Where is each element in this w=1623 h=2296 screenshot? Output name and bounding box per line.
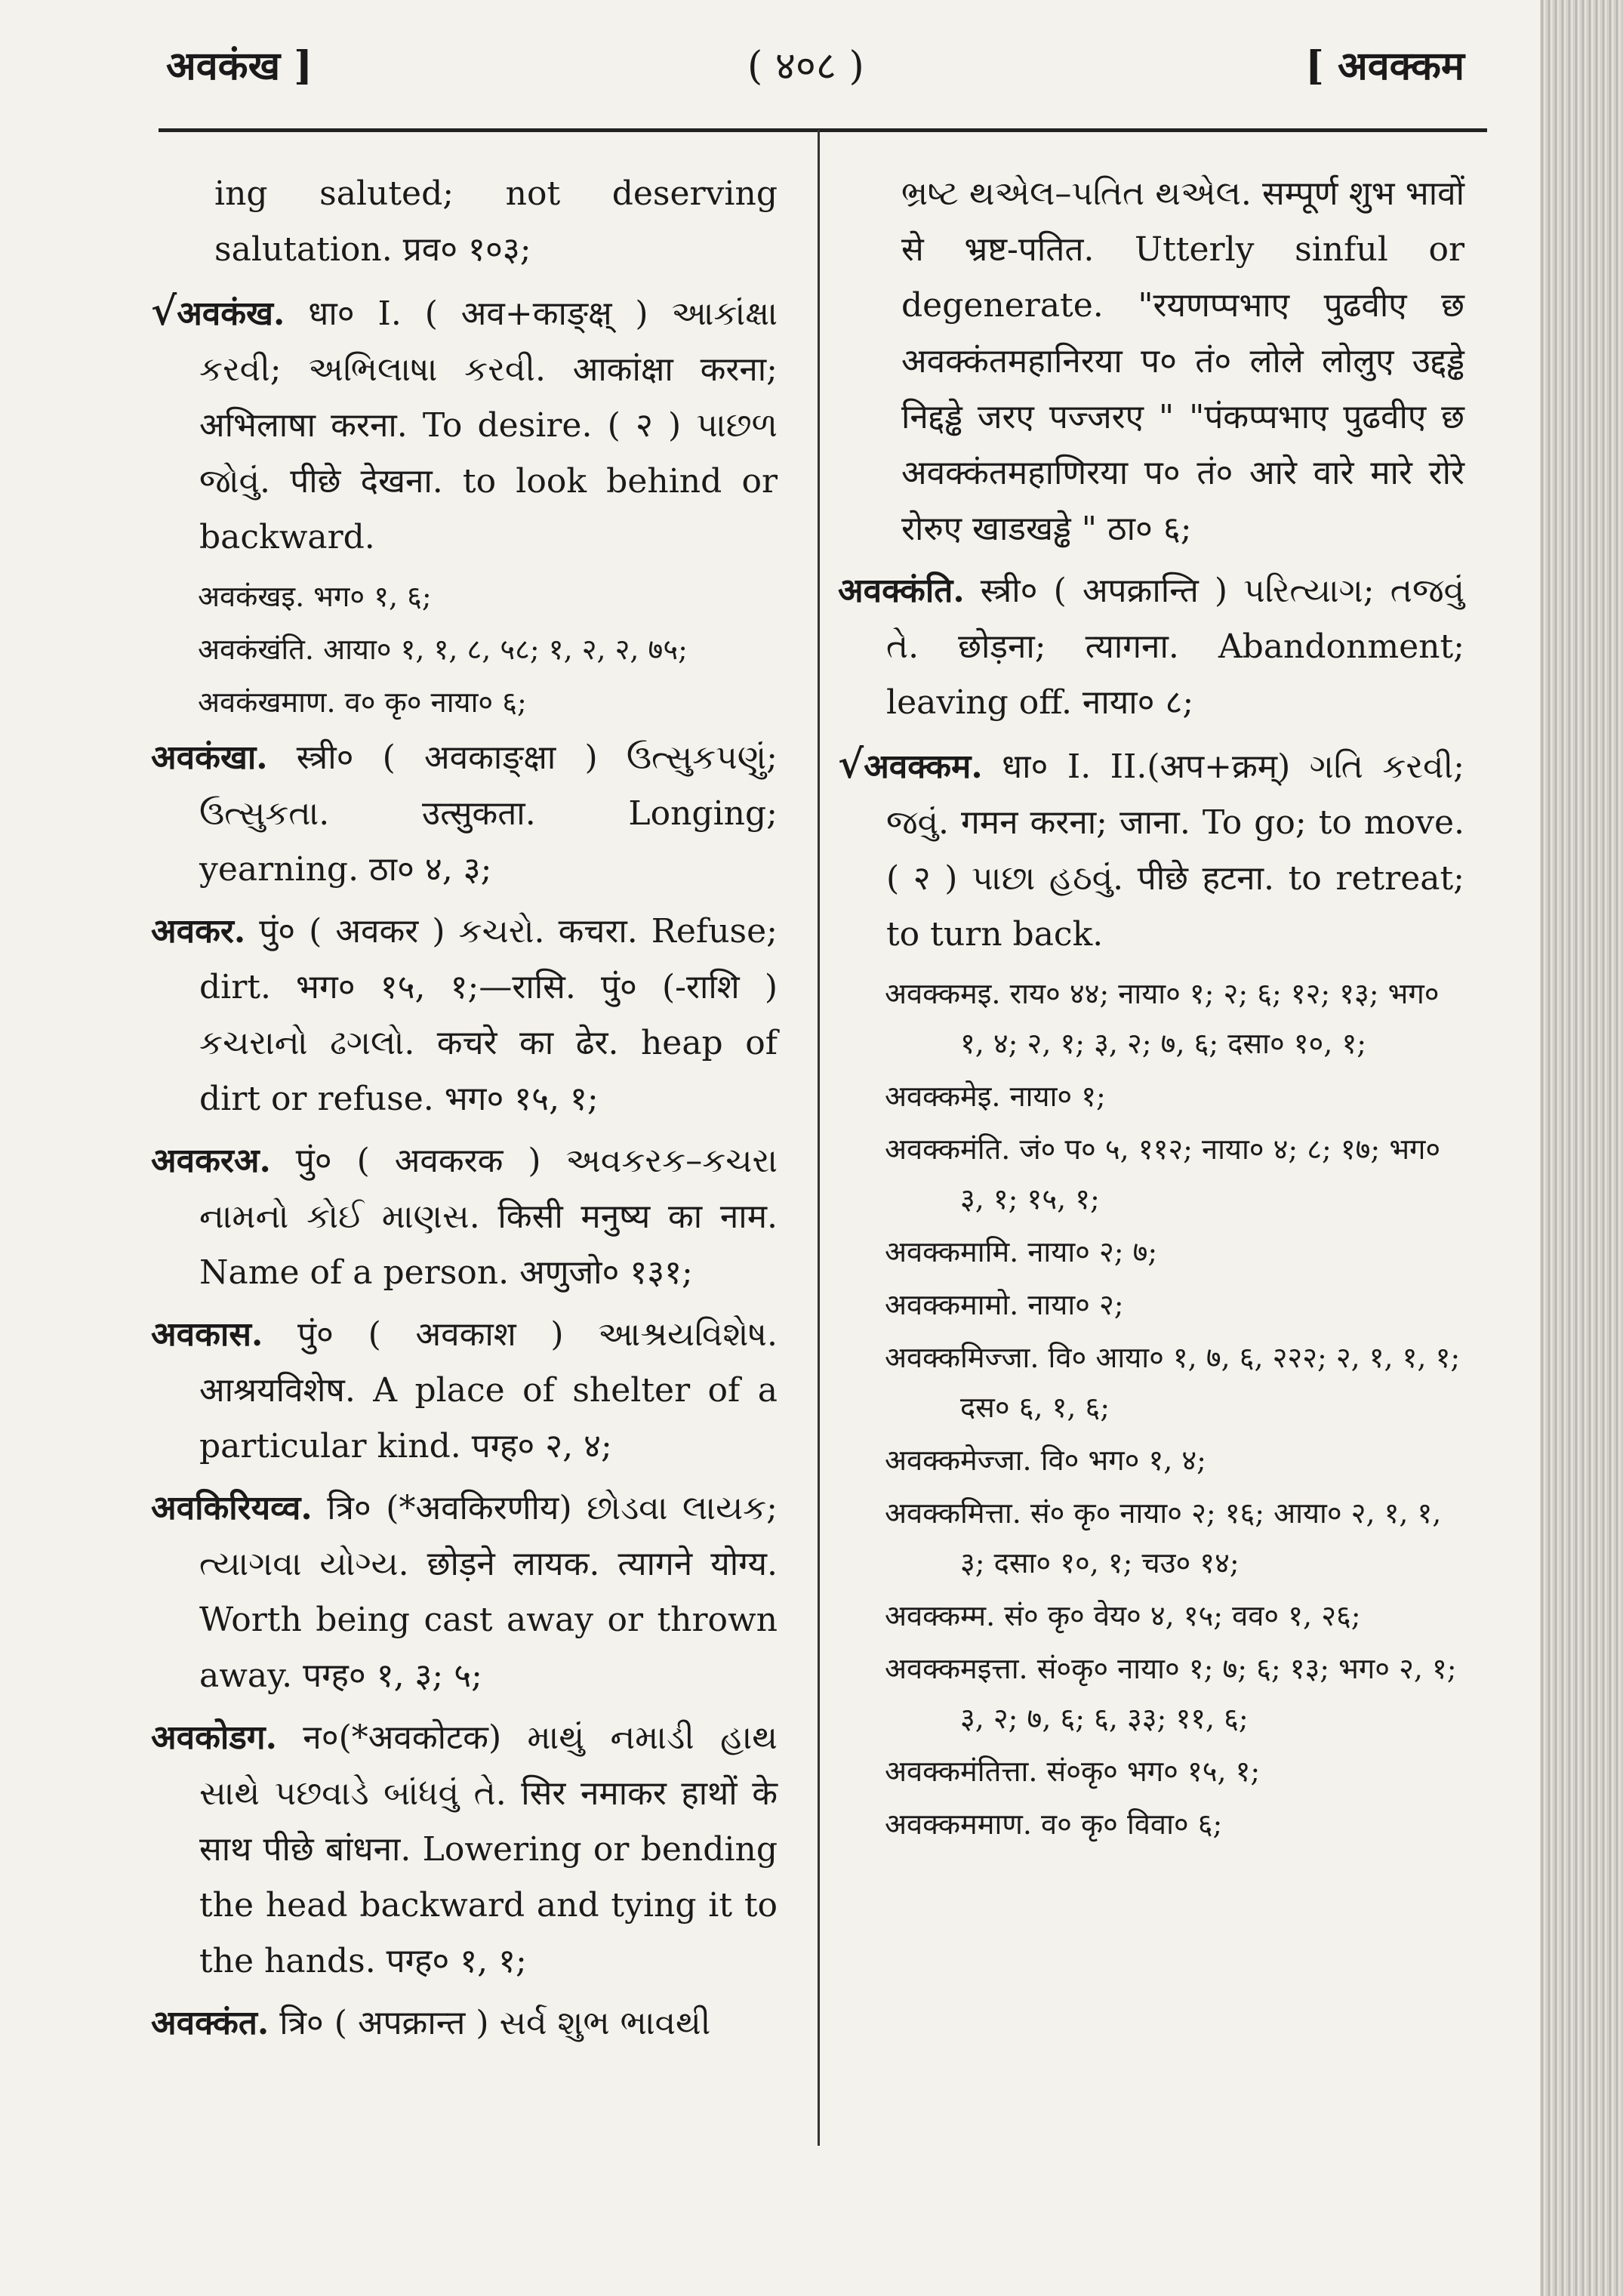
sub-entry [151,572,778,621]
entry-text: अवक्कम्म. सं० कृ० वेय० ४, १५; वव० १, २६; [885,1599,1361,1632]
dictionary-entry [151,1996,778,2051]
entry-text: अवक्कमइ. राय० ४४; नाया० १; २; ६; १२; १३; भग० १, ४; २, १; ३, २; ७, ६; दसा० १०, १; [885,977,1440,1060]
entry-text: स्त्री० ( अवकाङ्क्षा ) ઉત્સુકપણું; ઉત્સુકતા. उत्सुकता. Longing; yearning. ठा० ४, ३; [199,738,778,889]
sub-entry [838,969,1464,1068]
header-rule [159,128,1487,132]
dictionary-entry [151,1307,778,1475]
sub-entry [838,1746,1464,1796]
left-column [151,166,778,2057]
root-tick-mark: √ [838,741,864,787]
entry-text: अवक्कमेइ. नाया० १; [885,1080,1106,1113]
dictionary-entry [151,904,778,1127]
entry-text: त्रि० ( अपक्रान्त ) સર્વ શુભ ભાવથી [269,2004,711,2042]
sub-entry [838,1488,1464,1588]
entry-text: न०(*अवकोटक) માથું નમાડી હાથ સાથે પછવાડે બાંધવું તે. सिर नमाकर हाथों के साथ पीछे बांधना. Lowering or bending the head backward and tying it to the hands. पग्ह० १, १; [199,1718,778,1980]
entry-text: अवक्कमामो. नाया० २; [885,1288,1124,1321]
column-divider [818,130,820,2146]
entry-text: धा० I. II.(अप+क्रम्) ગતિ કરવી; જવું. गमन करना; जाना. To go; to move. ( २ ) પાછા હઠવું. पीछे हटना. to retreat; to turn back. [886,747,1464,954]
entry-text: अवक्कमिज्जा. वि० आया० १, ७, ६, २२२; २, १, १, १; दस० ६, १, ६; [885,1341,1461,1424]
dictionary-entry [151,284,778,566]
entry-text: अवक्कमंतित्ता. सं०कृ० भग० १५, १; [885,1755,1261,1788]
dictionary-entry [151,730,778,898]
dictionary-entry [838,563,1464,731]
entry-text: त्रि० (*अवकिरणीय) છોડવા લાયક; ત્યાગવા યોગ્ય. छोड़ने लायक. त्यागने योग्य. Worth being cast away or thrown away. पग्ह० १, ३; ५; [199,1489,778,1695]
entry-headword: अवकंखा. [151,738,268,777]
dictionary-entry [838,166,1464,557]
entry-text: अवक्कमइत्ता. सं०कृ० नाया० १; ७; ६; १३; भग० २, १; ३, २; ७, ६; ६, ३३; ११, ६; [885,1652,1457,1735]
entry-text: ભ્રષ્ટ થએલ–પતિત થએલ. सम्पूर्ण शुभ भावों से भ्रष्ट-पतित. Utterly sinful or degenerate. "रयणप्पभाए पुढवीए छ अवक्कंतमहानिरया प० तं० लोले लोलुए उद्दड्ढे निद्दड्ढे जरए पज्जरए " "पंकप्पभाए पुढवीए छ अवक्कंतमहाणिरया प० तं० आरे वारे मारे रोरे रोरुए खाडखड्ढे " ठा० ६; [901,174,1464,548]
sub-entry [838,1435,1464,1485]
entry-headword: अवकर. [151,912,246,951]
entry-text: अवकंखंति. आया० १, १, ८, ५८; १, २, २, ७५; [198,633,688,666]
dictionary-entry [151,166,778,278]
entry-text: ing saluted; not deserving salutation. प्रव० १०३; [214,174,778,269]
entry-text: पुं० ( अवकाश ) આશ્રયવિશેષ. आश्रयविशेष. A place of shelter of a particular kind. पग्ह० २, ४; [199,1315,778,1465]
entry-text: अवक्कमित्ता. सं० कृ० नाया० २; १६; आया० २, १, १, ३; दसा० १०, १; चउ० १४; [885,1496,1442,1579]
entry-text: धा० I. ( अव+काङ्क्ष् ) આકાંક્ષા કરવી; અભિલાષા કરવી. आकांक्षा करना; अभिलाषा करना. To desire. ( २ ) પાછળ જોવું. पीछे देखना. to look behind or backward. [199,294,778,556]
sub-entry [838,1227,1464,1277]
entry-text: अवक्कमेज्जा. वि० भग० १, ४; [885,1444,1206,1477]
dictionary-entry [151,1481,778,1704]
sub-entry [838,1124,1464,1224]
sub-entry [838,1644,1464,1743]
dictionary-entry [151,1133,778,1301]
header-right-guideword: [ अवक्कम [1305,43,1464,89]
entry-headword: अवकास. [151,1315,263,1354]
entry-headword: अवकोडग. [151,1718,277,1757]
sub-entry [838,1280,1464,1330]
scanned-page-edge [1540,0,1623,2296]
page-number: ( ४०८ ) [747,44,864,89]
root-tick-mark: √ [151,288,177,334]
entry-headword: अवकरअ. [151,1142,271,1180]
sub-entry [838,1799,1464,1849]
entry-text: पुं० ( अवकर ) કચરો. कचरा. Refuse; dirt. भग० १५, १;—रासि. पुं० (-राशि ) કચરાનો ઢગલો. कचरे का ढेर. heap of dirt or refuse. भग० १५, १; [199,912,778,1118]
entry-text: अवक्कमंति. जं० प० ५, ११२; नाया० ४; ८; १७; भग० ३, १; १५, १; [885,1133,1441,1216]
entry-headword: अवकिरियव्व. [151,1489,313,1527]
entry-text: अवक्कमामि. नाया० २; ७; [885,1235,1158,1268]
entry-text: पुं० ( अवकरक ) અવકરક–કચરા નામનો કોઈ માણસ. किसी मनुष्य का नाम. Name of a person. अणुजो० १३१; [199,1142,778,1292]
sub-entry [151,677,778,727]
entry-text: अवकंखमाण. व० कृ० नाया० ६; [198,686,527,719]
sub-entry [838,1333,1464,1432]
dictionary-entry [838,737,1464,963]
dictionary-entry [151,1710,778,1989]
sub-entry [151,624,778,674]
entry-headword: अवक्कम. [864,747,983,786]
entry-headword: अवकंख. [177,294,285,333]
entry-headword: अवक्कंति. [838,572,965,610]
entry-text: अवकंखइ. भग० १, ६; [198,580,432,613]
right-column [838,166,1464,1852]
sub-entry [838,1071,1464,1121]
header-left-guideword: अवकंख ] [166,43,313,89]
entry-headword: अवक्कंत. [151,2004,269,2042]
entry-text: स्त्री० ( अपक्रान्ति ) પરિત્યાગ; તજવું તે. छोड़ना; त्यागना. Abandonment; leaving off. नाया० ८; [886,572,1464,722]
entry-text: अवक्कममाण. व० कृ० विवा० ६; [885,1808,1223,1841]
sub-entry [838,1591,1464,1641]
